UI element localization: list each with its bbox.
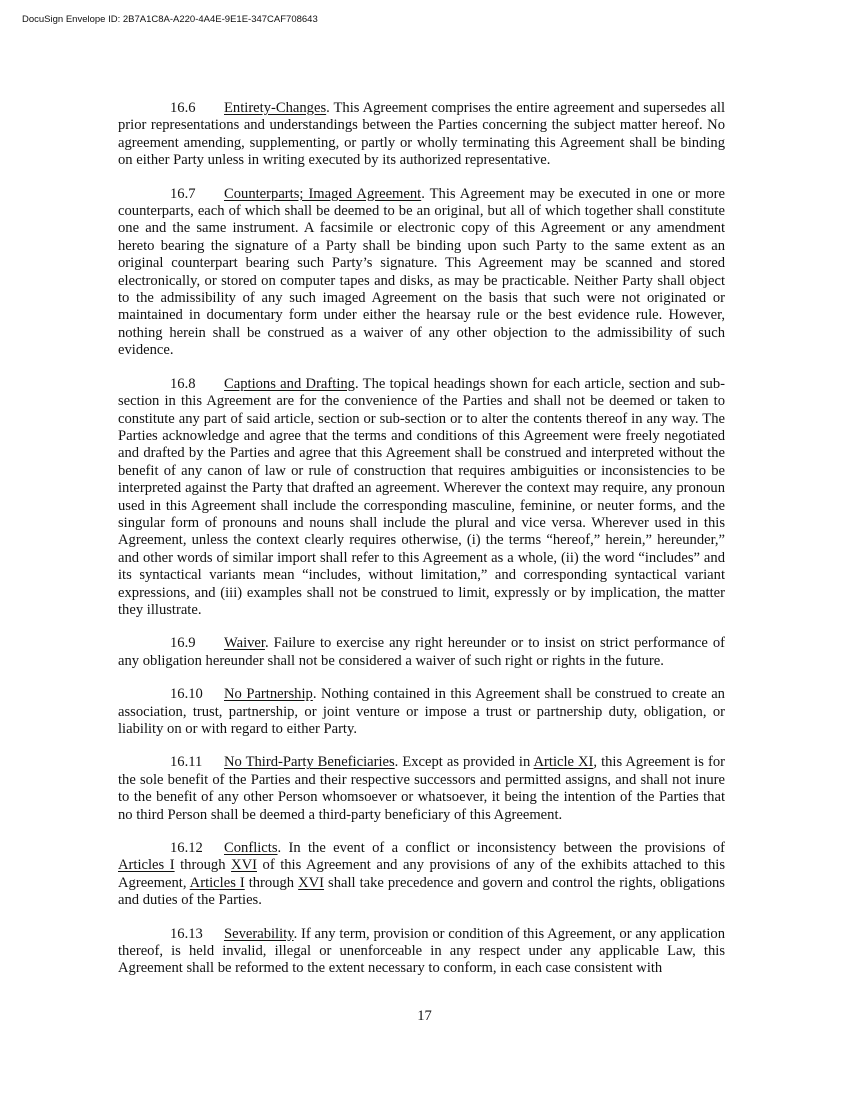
section-text: , this Agreement is for the sole benefit of the Parties and their respective successors and permitted assigns, and shall not inure to the benefit of any other Person whomsoever or whatsoever, it being the intention of the Parties that no third Person shall be deemed a third-party beneficiary of this Agreement.: [118, 754, 725, 823]
section-16-11: [118, 754, 725, 824]
section-number: 16.13: [170, 925, 203, 942]
section-text: through: [244, 874, 299, 891]
section-number: 16.8: [170, 375, 196, 392]
section-text: . The topical headings shown for each article, section and sub-section in this Agreement are for the convenience of the Parties and shall not be deemed or taken to constitute any part of said article, section or sub-section or to alter the contents thereof in any way. The Parties acknowledge and agree that the terms and conditions of this Agreement were freely negotiated and drafted by the Parties and agree that this Agreement shall be construed and interpreted without the benefit of any canon of law or rule of construction that requires ambiguities or inconsistencies to be interpreted against the Party that drafted an agreement. Wherever the context may require, any pronoun used in this Agreement shall include the corresponding masculine, feminine, or neuter forms, and the singular form of pronouns and nouns shall include the plural and vice versa. Wherever used in this Agreement, unless the context clearly requires otherwise, (i) the terms “hereof,” herein,” hereunder,” and other words of similar import shall refer to this Agreement as a whole, (ii) the word “includes” and its syntactical variants mean “includes, without limitation,” and corresponding syntactical variant expressions, and (iii) examples shall not be construed to limit, expressly or by implication, the matter they illustrate.: [118, 375, 725, 618]
section-heading: No Partnership: [224, 686, 313, 703]
section-heading: No Third-Party Beneficiaries: [224, 754, 395, 771]
section-number: 16.7: [170, 185, 196, 202]
section-16-9: [118, 635, 725, 670]
section-text: . In the event of a conflict or inconsistency between the provisions of: [277, 840, 725, 857]
article-reference: Articles I: [189, 874, 245, 891]
page-number: 17: [417, 1008, 432, 1024]
article-reference: Article XI: [533, 754, 594, 771]
document-body: [118, 100, 725, 994]
section-16-10: [118, 686, 725, 738]
article-reference: XVI: [298, 874, 325, 891]
docusign-envelope-id: DocuSign Envelope ID: 2B7A1C8A-A220-4A4E-9E1E-347CAF708643: [22, 14, 318, 25]
section-heading: Entirety-Changes: [224, 100, 327, 116]
section-16-13: [118, 926, 725, 978]
section-text: through: [174, 857, 232, 874]
section-heading: Severability: [224, 925, 294, 942]
section-text: of this Agreement and any provisions of any of the exhibits attached to this Agreement,: [118, 857, 725, 891]
section-16-6: [118, 100, 725, 170]
section-number: 16.9: [170, 635, 196, 652]
article-reference: Articles I: [118, 857, 175, 874]
section-text: . This Agreement comprises the entire agreement and supersedes all prior representations and understandings between the Parties concerning the subject matter hereof. No agreement amending, supplementing, or partly or wholly terminating this Agreement shall be binding on either Party unless in writing executed by its authorized representative.: [118, 100, 725, 169]
section-heading: Conflicts: [224, 840, 278, 857]
section-16-8: [118, 376, 725, 620]
article-reference: XVI: [231, 857, 257, 874]
section-text: . If any term, provision or condition of this Agreement, or any application thereof, is held invalid, illegal or unenforceable in any respect under any applicable Law, this Agreement shall be reformed to the extent necessary to conform, in each case consistent with: [118, 925, 725, 977]
section-16-7: [118, 186, 725, 360]
section-text: . Nothing contained in this Agreement shall be construed to create an association, trust, partnership, or joint venture or impose a trust or partnership duty, obligation, or liability on or with regard to either Party.: [118, 686, 725, 737]
section-number: 16.11: [170, 754, 203, 771]
section-16-12: [118, 840, 725, 910]
section-text: shall take precedence and govern and control the rights, obligations and duties of the Parties.: [118, 874, 725, 909]
section-text: . This Agreement may be executed in one or more counterparts, each of which shall be deemed to be an original, but all of which together shall constitute one and the same instrument. A facsimile or electronic copy of this Agreement or any amendment hereto bearing the signature of a Party shall be binding upon such Party to the same extent as an original counterpart bearing such Party’s signature. This Agreement may be scanned and stored electronically, or stored on computer tapes and disks, as may be practicable. Neither Party shall object to the admissibility of any such imaged Agreement on the basis that such were not originated or maintained in documentary form under either the hearsay rule or the best evidence rule. However, nothing herein shall be construed as a waiver of any other objection to the admissibility of such evidence.: [118, 185, 725, 359]
section-heading: Counterparts; Imaged Agreement: [224, 185, 422, 202]
section-number: 16.6: [170, 100, 196, 116]
section-number: 16.10: [170, 686, 203, 703]
section-number: 16.12: [170, 840, 203, 857]
section-text: . Failure to exercise any right hereunder or to insist on strict performance of any obligation hereunder shall not be considered a waiver of such right or rights in the future.: [118, 635, 725, 669]
section-text: . Except as provided in: [394, 754, 534, 771]
section-heading: Captions and Drafting: [224, 375, 355, 392]
section-heading: Waiver: [224, 635, 265, 652]
